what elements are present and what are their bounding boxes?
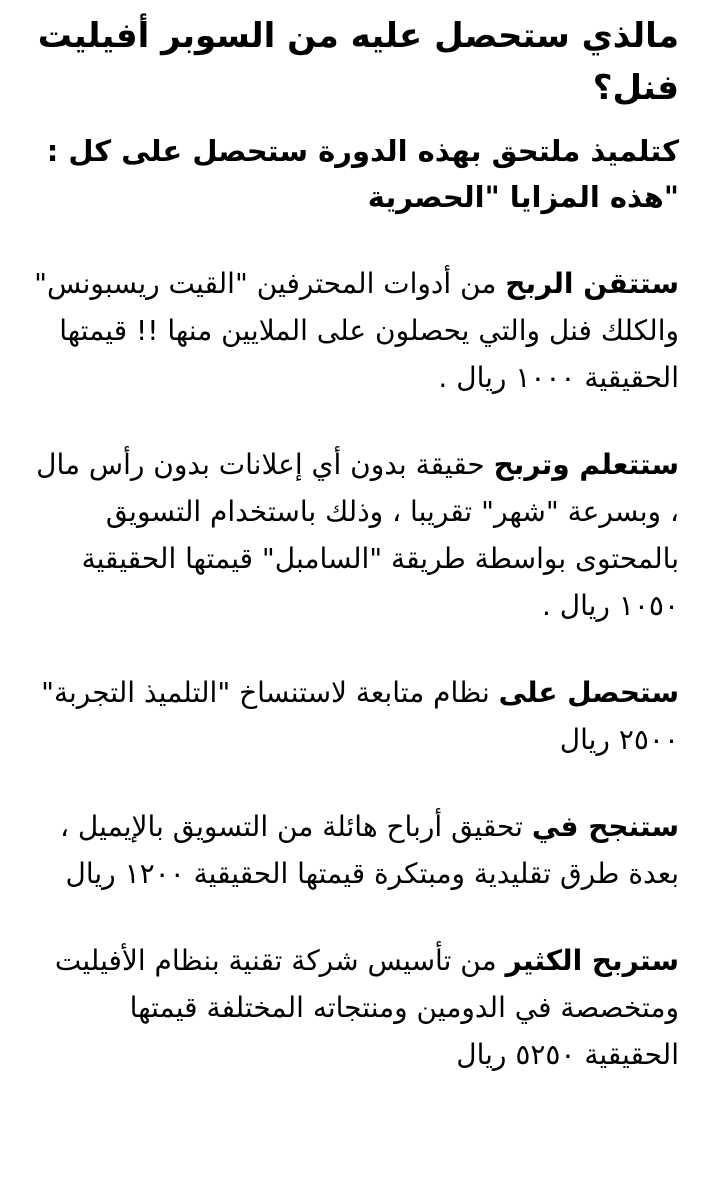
benefit-text: من أدوات المحترفين "القيت ريسبونس" والكلك فنل والتي يحصلون على الملايين منها !! قيمتها الحقيقية ١٠٠٠ ريال .	[34, 267, 679, 394]
benefit-lead: ستتقن الربح	[505, 267, 679, 300]
benefit-item	[30, 937, 679, 1078]
benefit-lead: ستحصل على	[498, 676, 679, 709]
benefit-lead: ستربح الكثير	[505, 944, 679, 977]
benefit-text: حقيقة بدون أي إعلانات بدون رأس مال ، وبسرعة "شهر" تقريبا ، وذلك باستخدام التسويق بالمحتوى بواسطة طريقة "السامبل" قيمتها الحقيقية ١٠٥٠ ريال .	[36, 448, 679, 622]
page-title: مالذي ستحصل عليه من السوبر أفيليت فنل؟	[37, 16, 679, 108]
benefit-lead: ستنجح في	[531, 810, 679, 843]
benefit-item	[30, 260, 679, 401]
benefit-item	[30, 669, 679, 763]
benefit-item	[30, 803, 679, 897]
intro-text: كتلميذ ملتحق بهذه الدورة ستحصل على كل : "هذه المزايا "الحصرية	[46, 134, 679, 214]
benefit-lead: ستتعلم وتربح	[493, 448, 679, 481]
benefit-text: من تأسيس شركة تقنية بنظام الأفيليت ومتخصصة في الدومين ومنتجاته المختلفة قيمتها الحقيقية ٥٢٥٠ ريال	[54, 944, 679, 1071]
benefit-item	[30, 441, 679, 629]
benefit-text: نظام متابعة لاستنساخ "التلميذ التجربة" ٢٥٠٠ ريال	[41, 676, 679, 756]
benefit-text: تحقيق أرباح هائلة من التسويق بالإيميل ، بعدة طرق تقليدية ومبتكرة قيمتها الحقيقية ١٢٠٠ ريال	[59, 810, 679, 890]
